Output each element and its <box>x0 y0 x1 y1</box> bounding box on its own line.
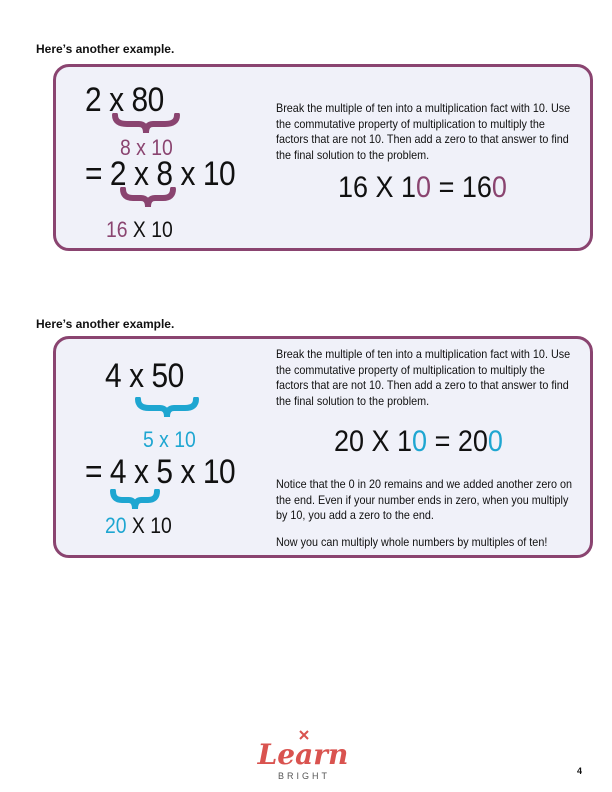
expression: 2 x 80 <box>85 81 164 119</box>
section-heading: Here’s another example. <box>36 42 175 56</box>
logo-mark-icon <box>248 728 358 784</box>
instruction-text: Break the multiple of ten into a multiplication fact with 10. Use the commutative property of multiplication to multiply the factors that are not 10. Then add a zero to that answer to find the final solution to the problem. <box>276 347 571 408</box>
note-text: Notice that the 0 in 20 remains and we added another zero on the end. Even if your number ends in zero, when you multiply by 10, you add a zero to the end. <box>276 477 573 522</box>
expression: 4 x 50 <box>105 357 184 395</box>
brace-icon <box>109 489 161 511</box>
closing-text: Now you can multiply whole numbers by multiples of ten! <box>276 535 548 549</box>
page-number: 4 <box>577 766 583 776</box>
instruction-text: Break the multiple of ten into a multiplication fact with 10. Use the commutative property of multiplication to multiply the factors that are not 10. Then add a zero to that answer to find the final solution to the problem. <box>276 101 571 162</box>
split-factor: 5 x 10 <box>143 427 196 452</box>
expanded-expression: = 2 x 8 x 10 <box>85 155 236 193</box>
partial-result: 16 X 10 <box>106 217 173 242</box>
expanded-expression: = 4 x 5 x 10 <box>85 453 236 491</box>
logo-top-text: Learn <box>257 738 349 771</box>
final-equation: 16 X 10 = 160 <box>338 171 507 204</box>
final-equation: 20 X 10 = 200 <box>334 425 503 458</box>
partial-result: 20 X 10 <box>105 513 172 538</box>
brace-icon <box>134 397 200 419</box>
split-factor: 8 x 10 <box>120 135 173 160</box>
brace-icon <box>119 187 177 209</box>
learn-bright-logo <box>248 728 358 784</box>
section-heading: Here’s another example. <box>36 317 175 331</box>
logo-bottom-text: BRIGHT <box>277 771 331 781</box>
example-card-2 <box>53 336 593 558</box>
example-card-1 <box>53 64 593 251</box>
brace-icon <box>111 113 181 135</box>
